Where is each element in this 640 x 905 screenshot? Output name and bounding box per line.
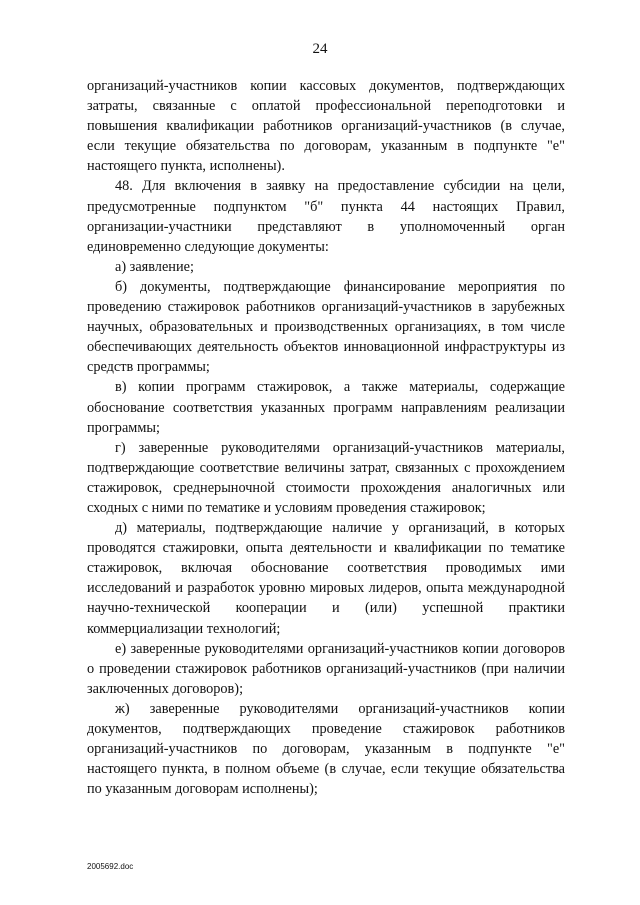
list-item-d: д) материалы, подтверждающие наличие у организаций, в которых проводятся стажировки, опыта деятельности и квалификации по тематике стажировок, включая обоснование соответствия проводимых ими исследований и разработок уровню мировых лидеров, опыта международной научно-технической кооперации и (или) успешной практики коммерциализации технологий; xyxy=(87,520,565,637)
document-body xyxy=(87,76,565,799)
list-item-zh: ж) заверенные руководителями организаций-участников копии документов, подтверждающих проведение стажировок работников организаций-участников по договорам, указанным в подпункте "е" настоящего пункта, в полном объеме (в случае, если текущие обязательства по указанным договорам исполнены); xyxy=(87,700,565,798)
list-item-v: в) копии программ стажировок, а также материалы, содержащие обоснование соответствия указанных программ направлениям реализации программы; xyxy=(87,379,565,436)
list-item-e: е) заверенные руководителями организаций-участников копии договоров о проведении стажировок работников организаций-участников (при наличии заключенных договоров); xyxy=(87,640,565,697)
footer-filename: 2005692.doc xyxy=(87,862,134,871)
list-item-a: а) заявление; xyxy=(115,258,194,275)
paragraph-continuation: организаций-участников копии кассовых документов, подтверждающих затраты, связанные с оплатой профессиональной переподготовки и повышения квалификации работников организаций-участников (в случае, если текущие обязательства по договорам, указанным в подпункте "е" настоящего пункта, исполнены). xyxy=(87,78,565,175)
list-item-g: г) заверенные руководителями организаций-участников материалы, подтверждающие соответствие величины затрат, связанных с прохождением стажировок, среднерыночной стоимости прохождения аналогичных или сходных с ними по тематике и условиям проведения стажировок; xyxy=(87,439,565,516)
page-number: 24 xyxy=(312,41,328,57)
list-item-b: б) документы, подтверждающие финансирование мероприятия по проведению стажировок работников организаций-участников в зарубежных научных, образовательных и производственных организациях, в том числе обеспечивающих деятельность объектов инновационной инфраструктуры из средств программы; xyxy=(87,278,565,376)
paragraph-48: 48. Для включения в заявку на предоставление субсидии на цели, предусмотренные подпунктом "б" пункта 44 настоящих Правил, организации-участники представляют в уполномоченный орган единовременно следующие документы: xyxy=(87,178,565,255)
